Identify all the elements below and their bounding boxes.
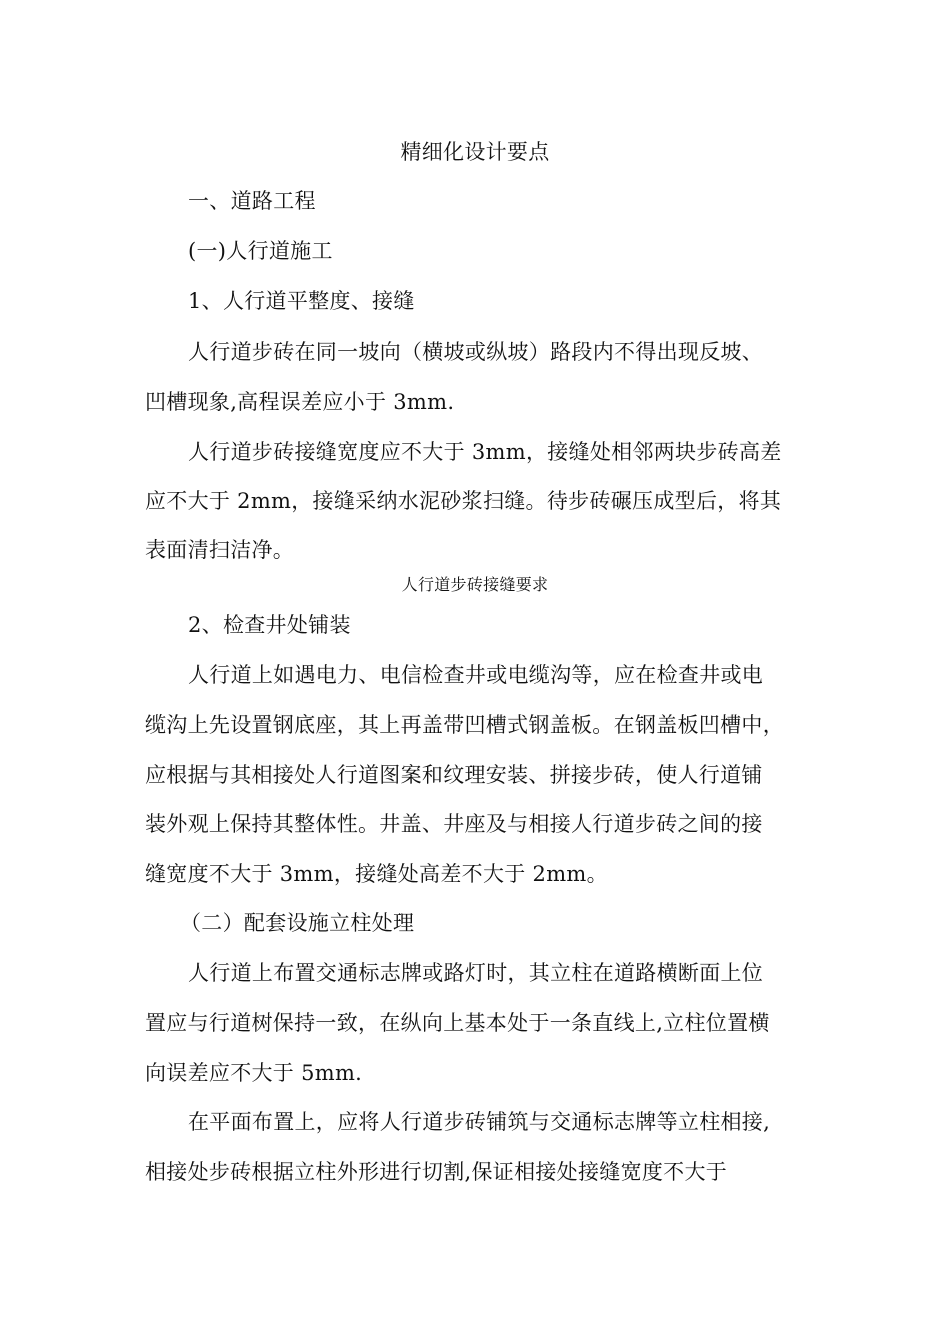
paragraph-line: 向误差应不大于 5mm. (145, 1061, 363, 1085)
subsection-heading-facility-posts: （二）配套设施立柱处理 (180, 911, 415, 935)
paragraph-line: 相接处步砖根据立柱外形进行切割,保证相接处接缝宽度不大于 (145, 1160, 728, 1184)
paragraph-line: 置应与行道树保持一致，在纵向上基本处于一条直线上,立柱位置横 (145, 1011, 770, 1035)
figure-caption: 人行道步砖接缝要求 (401, 575, 549, 594)
paragraph-line: 凹槽现象,高程误差应小于 3mm. (145, 390, 455, 414)
subsection-heading-sidewalk: (一)人行道施工 (188, 239, 333, 263)
paragraph-line: 装外观上保持其整体性。井盖、井座及与相接人行道步砖之间的接 (145, 812, 763, 836)
paragraph-line: 人行道上布置交通标志牌或路灯时，其立柱在道路横断面上位 (188, 961, 764, 985)
paragraph-line: 在平面布置上，应将人行道步砖铺筑与交通标志牌等立柱相接, (188, 1110, 771, 1134)
paragraph-line: 缆沟上先设置钢底座，其上再盖带凹槽式钢盖板。在钢盖板凹槽中， (145, 713, 784, 737)
item-heading-manhole-paving: 2、检查井处铺装 (188, 613, 351, 637)
paragraph-line: 应根据与其相接处人行道图案和纹理安装、拼接步砖，使人行道铺 (145, 763, 763, 787)
paragraph-line: 应不大于 2mm，接缝采纳水泥砂浆扫缝。待步砖碾压成型后，将其 (145, 489, 782, 513)
paragraph-line: 人行道上如遇电力、电信检查井或电缆沟等，应在检查井或电 (188, 663, 764, 687)
paragraph-line: 人行道步砖接缝宽度应不大于 3mm，接缝处相邻两块步砖高差 (188, 440, 782, 464)
page-title: 精细化设计要点 (400, 140, 550, 164)
paragraph-line: 人行道步砖在同一坡向（横坡或纵坡）路段内不得出现反坡、 (188, 340, 764, 364)
item-heading-flatness-joints: 1、人行道平整度、接缝 (188, 289, 415, 313)
paragraph-line: 表面清扫洁净。 (145, 538, 295, 562)
section-heading-road-engineering: 一、道路工程 (188, 189, 316, 213)
paragraph-line: 缝宽度不大于 3mm，接缝处高差不大于 2mm。 (145, 862, 608, 886)
